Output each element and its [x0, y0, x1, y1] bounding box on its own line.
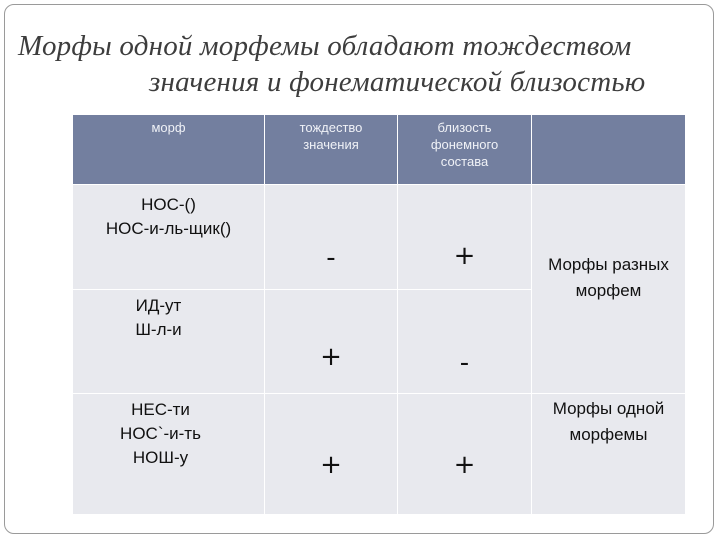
- closeness-cell: [398, 394, 532, 515]
- identity-mark: +: [320, 342, 342, 372]
- table-header-row: [73, 115, 686, 185]
- closeness-mark: +: [453, 450, 476, 480]
- conclusion-different: Морфы разных морфем: [548, 255, 669, 300]
- closeness-cell: [398, 290, 532, 394]
- header-phonemic-closeness: близость фонемного состава: [398, 115, 532, 185]
- slide-title: [14, 28, 714, 100]
- conclusion-same-cell: [532, 394, 686, 515]
- table-row: [73, 394, 686, 515]
- identity-mark: +: [320, 450, 342, 480]
- table-row: [73, 185, 686, 290]
- title-line-2: значения и фонематической близостью: [149, 66, 646, 98]
- identity-mark: -: [326, 243, 336, 273]
- closeness-cell: [398, 185, 532, 290]
- identity-cell: [265, 394, 398, 515]
- title-line-1: Морфы одной морфемы обладают тождеством: [18, 30, 632, 62]
- header-meaning-identity: тождество значения: [265, 115, 398, 185]
- header-conclusion: [532, 115, 686, 185]
- morph-cell: [73, 290, 265, 394]
- morph-cell: [73, 185, 265, 290]
- morph-cell: [73, 394, 265, 515]
- closeness-mark: -: [459, 348, 470, 378]
- identity-cell: [265, 290, 398, 394]
- morph-comparison-table: [72, 114, 686, 515]
- closeness-mark: +: [453, 241, 476, 271]
- conclusion-same: Морфы одной морфемы: [552, 399, 665, 444]
- morph-list: НЕС-ти НОС`-и-ть НОШ-у: [120, 400, 201, 467]
- morph-list: НОС-() НОС-и-ль-щик(): [105, 195, 232, 238]
- header-morph: морф: [73, 115, 265, 185]
- morph-list: ИД-ут Ш-л-и: [135, 296, 182, 339]
- identity-cell: [265, 185, 398, 290]
- conclusion-different-cell: [532, 185, 686, 394]
